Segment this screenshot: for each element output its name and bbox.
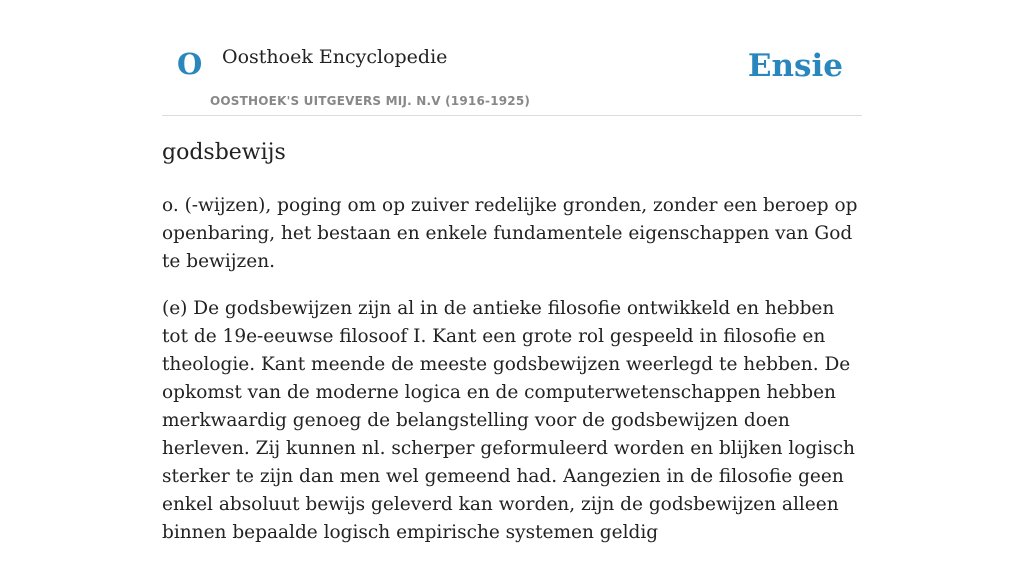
source-letter-icon: O: [177, 47, 203, 81]
entry-body: [162, 192, 862, 566]
entry-paragraph-definition: o. (-wijzen), poging om op zuiver redelijke gronden, zonder een beroep op openbaring, het bestaan en enkele fundamentele eigenschappen van God te bewijzen.: [162, 195, 858, 272]
document-page: [162, 0, 862, 543]
brand-logo[interactable]: Ensie: [747, 48, 843, 84]
publication-subtitle: OOSTHOEK'S UITGEVERS MIJ. N.V (1916-1925): [210, 94, 531, 108]
publication-title[interactable]: Oosthoek Encyclopedie: [222, 46, 448, 68]
source-header: [162, 0, 862, 116]
entry-headword: godsbewijs: [162, 140, 286, 165]
entry-paragraph-explanation: (e) De godsbewijzen zijn al in de antieke filosofie ontwikkeld en hebben tot de 19e-eeuwse filosoof I. Kant een grote rol gespeeld in filosofie en theologie. Kant meende de meeste godsbewijzen weerlegd te hebben. De opkomst van de moderne logica en de computerwetenschappen hebben merkwaardig genoeg de belangstelling voor de godsbewijzen doen herleven. Zij kunnen nl. scherper geformuleerd worden en blijken logisch sterker te zijn dan men wel gemeend had. Aangezien in de filosofie geen enkel absoluut bewijs geleverd kan worden, zijn de godsbewijzen alleen binnen bepaalde logisch empirische systemen geldig: [162, 298, 855, 543]
